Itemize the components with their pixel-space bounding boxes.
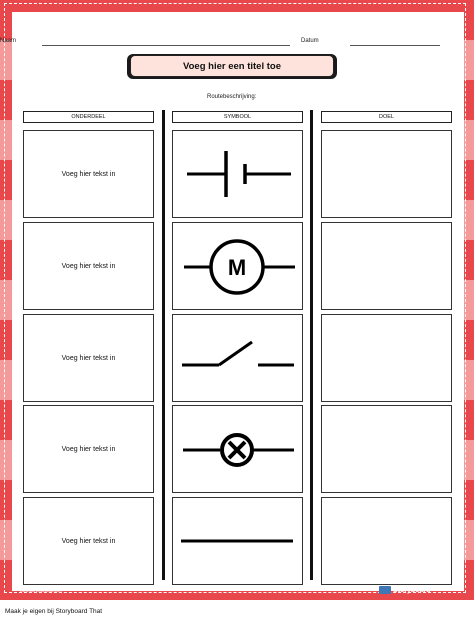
part-cell[interactable]: Voeg hier tekst in	[23, 314, 154, 402]
goal-cell[interactable]	[321, 497, 452, 585]
column-separator	[162, 110, 165, 580]
footer-text[interactable]: Maak je eigen bij Storyboard That	[5, 608, 103, 615]
symbol-cell	[172, 497, 303, 585]
logo-suffix: That	[432, 587, 443, 593]
battery-symbol-icon	[173, 131, 302, 217]
lamp-symbol-icon	[173, 406, 302, 492]
symbol-cell	[172, 314, 303, 402]
name-label: Naam	[0, 38, 17, 44]
symbol-cell	[172, 130, 303, 218]
symbol-cell	[172, 405, 303, 493]
date-label: Datum	[301, 38, 319, 44]
storyboard-logo-icon	[379, 586, 391, 594]
goal-cell[interactable]	[321, 405, 452, 493]
storyboard-logo[interactable]	[379, 585, 449, 595]
switch-symbol-icon	[173, 315, 302, 401]
part-cell[interactable]: Voeg hier tekst in	[23, 222, 154, 310]
logo-brand: Storyboard	[393, 586, 431, 594]
column-header-goal: DOEL	[321, 111, 452, 123]
subtitle: Routebeschrijving:	[207, 94, 257, 100]
goal-cell[interactable]	[321, 222, 452, 310]
column-header-symbol: SYMBOOL	[172, 111, 303, 123]
watermark: www.storyboardthat.com	[20, 589, 62, 593]
part-cell[interactable]: Voeg hier tekst in	[23, 130, 154, 218]
column-separator	[310, 110, 313, 580]
motor-symbol-icon	[173, 223, 302, 309]
wire-symbol-icon	[173, 498, 302, 584]
symbol-cell	[172, 222, 303, 310]
part-cell[interactable]: Voeg hier tekst in	[23, 497, 154, 585]
goal-cell[interactable]	[321, 130, 452, 218]
title-box[interactable]: Voeg hier een titel toe	[130, 55, 334, 77]
goal-cell[interactable]	[321, 314, 452, 402]
motor-letter: M	[227, 255, 247, 280]
date-line[interactable]	[350, 45, 440, 46]
part-cell[interactable]: Voeg hier tekst in	[23, 405, 154, 493]
name-line[interactable]	[42, 45, 290, 46]
column-header-part: ONDERDEEL	[23, 111, 154, 123]
